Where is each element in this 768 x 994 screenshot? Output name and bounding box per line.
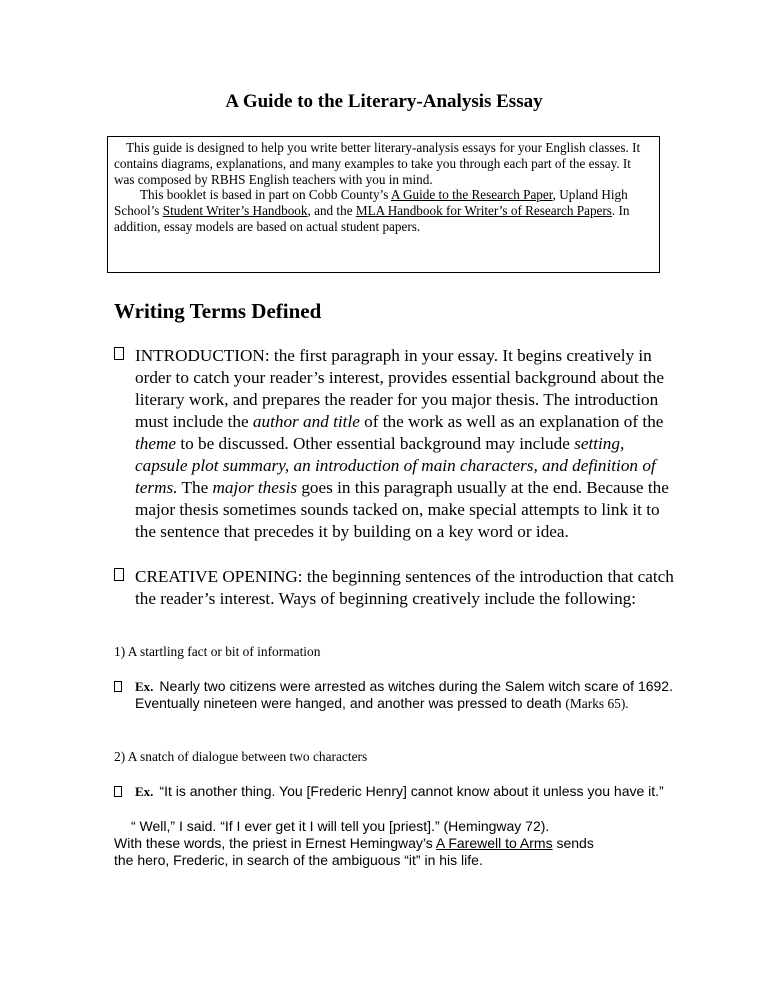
source-title-writers-handbook: Student Writer’s Handbook <box>162 203 308 219</box>
intro-paragraph-2: This booklet is based in part on Cobb County’s A Guide to the Research Paper, Upland High School’s Student Writer’s Handbook, and the MLA Handbook for Writer’s of Research Papers. In addition, essay models are based on actual student papers. <box>114 187 630 234</box>
example-1-citation: (Marks 65). <box>565 696 629 711</box>
example-1 <box>114 678 674 712</box>
list-item-1: 1) A startling fact or bit of information <box>114 644 321 659</box>
intro-paragraph-1: This guide is designed to help you write better literary-analysis essays for your English classes. It contains diagrams, explanations, and many examples to take you through each part of the essay. It was composed by RBHS English teachers with you in mind. <box>114 140 641 187</box>
example-2-line-3: With these words, the priest in Ernest Hemingway’s A Farewell to Arms sends <box>114 835 594 851</box>
source-title-mla-handbook: MLA Handbook for Writer’s of Research Papers <box>355 203 612 219</box>
bullet-box-icon <box>114 568 124 581</box>
example-2 <box>114 783 674 800</box>
example-1-text: Ex. Nearly two citizens were arrested as witches during the Salem witch scare of 1692. Eventually nineteen were hanged, and another was pressed to death (Marks 65). <box>135 678 673 711</box>
book-title-farewell-to-arms: A Farewell to Arms <box>435 835 553 851</box>
bullet-box-icon <box>114 347 124 360</box>
bullet-box-icon <box>114 681 122 692</box>
introduction-text: INTRODUCTION: the first paragraph in your essay. It begins creatively in order to catch your reader’s interest, provides essential background about the literary work, and prepares the reader for you major thesis. The introduction must include the author and title of the work as well as an explanation of the theme to be discussed. Other essential background may include setting, capsule plot summary, an introduction of main characters, and definition of terms. The major thesis goes in this paragraph usually at the end. Because the major thesis sometimes sounds tacked on, make special attempts to link it to the sentence that precedes it by building on a key word or idea. <box>135 346 669 541</box>
example-label: Ex. <box>135 784 154 799</box>
source-title-research-paper: A Guide to the Research Paper <box>390 187 553 203</box>
document-title: A Guide to the Literary-Analysis Essay <box>225 91 543 112</box>
creative-opening-definition <box>114 566 674 610</box>
list-item-2: 2) A snatch of dialogue between two characters <box>114 749 368 764</box>
example-2-line-2: “ Well,” I said. “If I ever get it I will tell you [priest].” (Hemingway 72). <box>131 818 550 834</box>
creative-opening-text: CREATIVE OPENING: the beginning sentences of the introduction that catch the reader’s interest. Ways of beginning creatively include the following: <box>135 567 674 608</box>
example-2-text: Ex. “It is another thing. You [Frederic Henry] cannot know about it unless you have it.” <box>135 783 664 799</box>
example-2-line-4: the hero, Frederic, in search of the ambiguous “it” in his life. <box>114 852 483 868</box>
example-label: Ex. <box>135 679 154 694</box>
introduction-definition <box>114 345 674 543</box>
bullet-box-icon <box>114 786 122 797</box>
intro-box <box>107 136 660 273</box>
section-heading: Writing Terms Defined <box>114 299 322 323</box>
